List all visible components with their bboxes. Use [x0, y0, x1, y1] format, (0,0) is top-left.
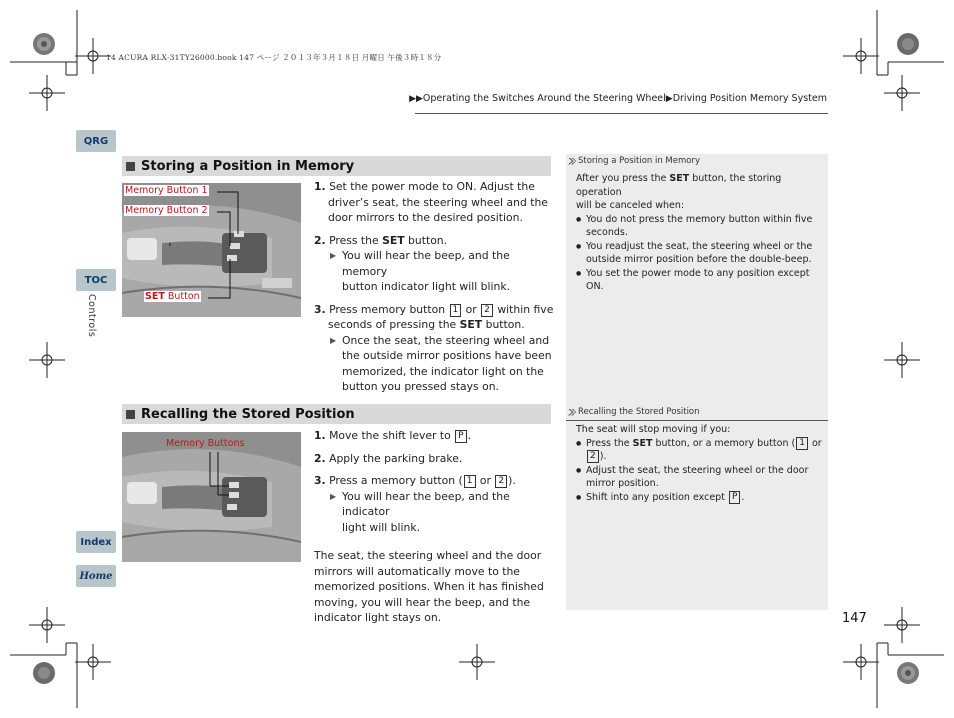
step-3-result: ▶ Once the seat, the steering wheel and: [328, 333, 554, 349]
reference-arrow-icon: [568, 409, 576, 416]
step-3: 3. Press a memory button ( 1 or 2 ).: [314, 474, 516, 487]
index-tab[interactable]: Index: [76, 531, 116, 553]
step-2-result: ▶ You will hear the beep, and the memory: [328, 248, 554, 279]
breadcrumb-item-switches[interactable]: Operating the Switches Around the Steering Wheel: [422, 93, 666, 104]
result-paragraph-line-3: memorized positions. When it has finished: [314, 580, 544, 593]
breadcrumb-arrow-icon: ▶▶: [409, 94, 423, 104]
step-3-result: ▶ You will hear the beep, and the indicator: [328, 489, 559, 520]
steps-storing: [314, 179, 554, 395]
key-2-icon: 2: [481, 304, 493, 317]
key-2-icon: 2: [587, 450, 599, 463]
result-paragraph-line-4: moving, you will hear the beep, and the: [314, 595, 531, 609]
step-3-line-2: seconds of pressing the SET button.: [328, 318, 525, 331]
door-panel-image-storing: [122, 183, 301, 317]
reference-arrow-icon: [568, 158, 576, 165]
step-3-result-line-2: light will blink.: [342, 520, 421, 534]
key-2-icon: 2: [495, 475, 507, 488]
sidebar-body-storing: After you press the SET button, the storing operation will be canceled when: ● You do not press the memory button within five seconds. ● You readjust the seat, the steering wheel or the outside mirror position before the double-beep. ● You set the power mode to any position except ON.: [576, 172, 824, 294]
breadcrumb: [409, 93, 827, 104]
step-1-line-3: door mirrors to the desired position.: [328, 211, 523, 224]
toc-tab[interactable]: TOC: [76, 269, 116, 291]
step-2: 2. Press the SET button.: [314, 233, 448, 247]
sidebar-rule: [566, 420, 828, 421]
breadcrumb-arrow-icon: ▶: [665, 94, 673, 104]
sidebar-heading-storing: Storing a Position in Memory: [568, 156, 700, 166]
section-heading-recalling: Recalling the Stored Position: [122, 404, 551, 424]
callout-leader-lines: [122, 432, 301, 562]
list-item: ● Shift into any position except P .: [576, 491, 824, 505]
step-3: 3. Press memory button 1 or 2 within five: [314, 302, 554, 316]
sidebar-heading-recalling: Recalling the Stored Position: [568, 407, 700, 417]
key-1-icon: 1: [450, 304, 462, 317]
key-p-icon: P: [455, 430, 466, 443]
home-tab[interactable]: Home: [76, 565, 116, 587]
callout-memory-buttons: Memory Buttons: [166, 438, 245, 449]
result-paragraph-line-1: The seat, the steering wheel and the door: [314, 549, 542, 562]
step-2-result-line-2: button indicator light will blink.: [342, 280, 511, 293]
file-info-header: 14 ACURA RLX-31TY26000.book 147 ページ ２０１３年３月１８日 月曜日 午後３時１８分: [106, 53, 442, 62]
step-3-result-line-3: memorized, the indicator light on the: [342, 364, 544, 378]
list-item: ● Adjust the seat, the steering wheel or the door mirror position.: [576, 464, 824, 491]
key-1-icon: 1: [796, 437, 808, 450]
step-2: 2. Apply the parking brake.: [314, 451, 463, 465]
list-item: ● You do not press the memory button within five seconds.: [576, 213, 824, 240]
header-rule: [415, 113, 828, 114]
result-paragraph-line-5: indicator light stays on.: [314, 611, 442, 624]
step-1: 1. Move the shift lever to P .: [314, 429, 472, 442]
key-p-icon: P: [729, 491, 740, 504]
qrg-tab[interactable]: QRG: [76, 130, 116, 152]
steps-recalling: [314, 428, 559, 626]
callout-memory-button-1: Memory Button 1: [125, 185, 208, 196]
section-label-controls: Controls: [86, 294, 97, 338]
step-3-result-line-4: button you pressed stays on.: [342, 380, 499, 393]
section-heading-storing: Storing a Position in Memory: [122, 156, 551, 176]
sidebar-body-recalling: The seat will stop moving if you: ● Press the SET button, or a memory button ( 1 or 2 ). ● Adjust the seat, the steering wheel or the door mirror position. ● Shift into any position except P .: [576, 423, 824, 504]
page-number: 147: [842, 611, 867, 626]
callout-leader-lines: [122, 183, 301, 317]
key-1-icon: 1: [464, 475, 476, 488]
callout-set-button: SET Button: [145, 291, 200, 302]
breadcrumb-item-memory[interactable]: Driving Position Memory System: [672, 93, 827, 104]
list-item: ● You readjust the seat, the steering wheel or the outside mirror position before the double-beep.: [576, 240, 824, 267]
list-item: ● Press the SET button, or a memory button ( 1 or 2 ).: [576, 437, 824, 464]
door-panel-image-recalling: [122, 432, 301, 562]
square-bullet-icon: [126, 162, 135, 171]
step-1-line-2: driver’s seat, the steering wheel and the: [328, 195, 548, 209]
step-3-result-line-2: the outside mirror positions have been: [342, 349, 552, 362]
square-bullet-icon: [126, 410, 135, 419]
callout-memory-button-2: Memory Button 2: [125, 205, 208, 216]
list-item: ● You set the power mode to any position except ON.: [576, 267, 824, 294]
result-paragraph-line-2: mirrors will automatically move to the: [314, 564, 520, 578]
step-1: 1. Set the power mode to ON. Adjust the: [314, 180, 535, 193]
